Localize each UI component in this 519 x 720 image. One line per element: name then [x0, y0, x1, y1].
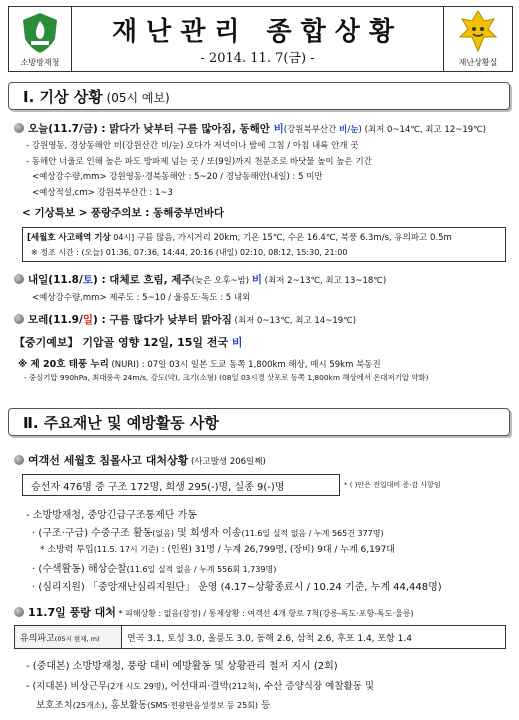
force-label: * 소방력 투입	[40, 545, 94, 555]
publicity-count: (SMS·전광판음성정보 등 25회)	[147, 701, 259, 710]
left-logo	[9, 7, 72, 71]
tomorrow-label: 내일(11.8/	[28, 274, 83, 286]
fishfarm-check: , 수산 증양식장 예찰활동 및	[258, 681, 375, 692]
sewol-head: [세월호 사고해역 기상	[27, 233, 111, 243]
tomorrow-forecast	[14, 272, 386, 287]
midterm-label: 【중기예보】	[14, 336, 79, 349]
etc-label: 등	[258, 700, 271, 711]
warning-text: 풍랑주의보 : 동해중부먼바다	[90, 207, 225, 219]
today-label: 오늘(11.7/금) :	[28, 123, 110, 135]
wave-height-label: 유의파고	[20, 634, 55, 644]
dayafter-day: 일	[82, 314, 93, 326]
midterm-forecast	[14, 334, 243, 350]
section-title: 기상 상황	[39, 88, 103, 106]
sewol-time: 04시]	[110, 233, 135, 242]
boat-evac: , 어선대피·결박	[164, 681, 229, 692]
report-date: - 2014. 11. 7(금) -	[200, 51, 315, 66]
wave-line-3	[36, 697, 270, 711]
section-disaster-header	[8, 408, 510, 436]
boat-count: (212척)	[228, 682, 259, 691]
today-paren: (강원북부산간	[283, 125, 340, 135]
force-total: : (인원) 31명 / 누계 26,799명, (장비) 9대 / 누계 6,197대	[158, 545, 396, 555]
dayafter-temp: (최저 0~13℃, 최고 14~19℃)	[231, 316, 357, 326]
casualty-text: 승선자 476명 중 구조 172명, 희생 295(-)명, 실종 9(-)명	[31, 482, 285, 493]
mascot-icon	[444, 7, 512, 57]
local-hq-staff: (2개 시도 29명)	[107, 682, 165, 691]
sewol-line-3	[40, 542, 395, 555]
sewol-line-5: · (심리지원) 「중앙재난심리지원단」 운영 (4.17~상황종료시 / 10.24 기준, 누계 44,448명)	[32, 582, 442, 593]
dayafter-summary: 구름 많다가 낮부터 맑아짐	[109, 314, 232, 326]
wave-head: 11.7일 풍랑 대처	[28, 606, 116, 619]
wave-line-2	[26, 678, 374, 692]
wave-height-label-sub: (05시 현재, m)	[54, 635, 100, 643]
rescue-label: · (구조·구급) 수중구조 활동	[32, 528, 153, 539]
bullet-icon	[14, 123, 24, 133]
casualty-note: * ( )안은 전일대비 증·감 사항임	[344, 481, 441, 489]
today-summary: 맑다가 낮부터 구름 많아짐, 동해안	[109, 123, 274, 135]
bullet-icon	[14, 607, 24, 617]
search-label: · (수색활동) 해상순찰	[32, 564, 127, 575]
typhoon-info	[18, 356, 381, 370]
typhoon-text: (NURI) : 07일 03시 일본 도쿄 동쪽 1,800km 해상, 매시 59km 북동진	[108, 360, 381, 370]
report-header	[8, 6, 513, 72]
wave-response	[14, 604, 414, 620]
dayafter-label-2: ) :	[92, 314, 110, 326]
tomorrow-day: 토	[82, 274, 93, 286]
weather-warning	[22, 205, 224, 220]
bullet-icon	[14, 455, 24, 465]
wave-line-1: - (중대본) 소방방재청, 풍랑 대비 예방활동 및 상황관리 철저 지시 (2회)	[26, 661, 338, 672]
sewol-status-sub: (사고발생 206일째)	[188, 457, 266, 467]
rescue-total: (11.6일 실적 없음 / 누계 565건 377명)	[241, 529, 384, 538]
section-subtitle: (05시 예보)	[102, 91, 170, 105]
midterm-text: 기압골 영향 12일, 15일 전국	[78, 336, 232, 349]
publicity-label: , 홍보활동	[104, 700, 148, 711]
protect-label: 보호조치	[36, 700, 73, 711]
section-number: Ⅱ.	[23, 414, 44, 432]
right-logo	[443, 7, 512, 71]
today-rain: 비	[273, 123, 284, 135]
sewol-status-head: 여객선 세월호 침몰사고 대처상황	[28, 454, 189, 467]
bullet-icon	[14, 274, 24, 284]
typhoon-head: ※ 제 20호 태풍 누리	[18, 359, 109, 370]
sewol-text: 구름 많음, 가시거리 20km, 기온 15℃, 수온 16.4℃, 북풍 6.3m/s, 유의파고 0.5m	[134, 233, 452, 243]
today-rainsnow: 비/눈	[339, 125, 359, 135]
wave-height-values: 연곡 3.1, 토성 3.0, 울릉도 3.0, 동해 2.6, 삼척 2.6, 후포 1.4, 포항 1.4	[127, 634, 412, 644]
search-total: (11.6일 실적 없음 / 누계 556회 1,739명)	[126, 565, 277, 574]
sewol-weather-box	[22, 227, 506, 262]
section-title: 주요재난 및 예방활동 사항	[43, 414, 219, 432]
tomorrow-rain: 비	[251, 274, 262, 286]
page-title: 재난관리 종합상황	[112, 17, 403, 47]
rescue-transfer: 및 희생자 이송	[174, 528, 242, 539]
protect-count: (25개소)	[72, 701, 105, 710]
today-line-1: - 강원영동, 경상동해안 비(강원산간 비/눈) 오다가 저녁이나 밤에 그침 / 아침 내륙 안개 곳	[26, 141, 359, 151]
midterm-rain: 비	[231, 336, 243, 349]
tomorrow-temp: (최저 2~13℃, 최고 13~18℃)	[261, 276, 387, 286]
rescue-none: (없음)	[152, 529, 174, 538]
right-org-label: 재난상황실	[458, 58, 498, 67]
section-number: Ⅰ.	[23, 88, 40, 106]
today-temp: ) (최저 0~14℃, 최고 12~19℃)	[358, 125, 487, 135]
section-weather-header	[8, 82, 510, 110]
dayafter-forecast	[14, 312, 356, 327]
today-line-2: - 동해안 너울로 인해 높은 파도 방파제 넘는 곳 / 또(9일)까지 천문조로 바닷물 높이 높은 기간	[26, 157, 372, 167]
wave-sub: * 피해상황 : 없음(잠정) / 통제상황 : 여객선 4개 항로 7척(강릉-독도·포항-독도·울릉)	[115, 609, 414, 618]
tomorrow-line-1: <예상강수량,mm> 제주도 : 5~10 / 울릉도·독도 : 5 내외	[32, 293, 251, 303]
dayafter-label: 모레(11.9/	[28, 314, 83, 326]
tomorrow-summary: 대체로 흐림, 제주	[109, 274, 192, 286]
left-org-label: 소방방재청	[20, 58, 60, 67]
today-line-3: <예상강수량,mm> 강원영동·경북동해안 : 5~20 / 경남동해안(내일) : 5 미만	[32, 172, 323, 182]
tomorrow-label-2: ) :	[92, 274, 110, 286]
today-forecast	[14, 121, 486, 136]
bullet-icon	[14, 314, 24, 324]
sewol-line-4	[32, 560, 276, 575]
warning-label: < 기상특보 >	[22, 207, 88, 219]
fire-agency-emblem-icon	[9, 7, 71, 57]
wave-height-table	[14, 625, 506, 649]
sewol-tide: ※ 정조 시간 : (오늘) 01:36, 07:36, 14:44, 20:16 (내일) 02:10, 08:12, 15:30, 21:00	[31, 248, 348, 257]
typhoon-line-1: - 중심기압 990hPa, 최대풍속 24m/s, 강도(약), 크기(소형) (08일 03시경 삿포로 동쪽 1,800km 해상에서 온대저기압 약화)	[24, 373, 429, 382]
tomorrow-paren: (늦은 오후~밤)	[191, 276, 252, 286]
local-hq-label: - (지대본) 비상근무	[26, 681, 108, 692]
sewol-line-2	[32, 524, 384, 539]
casualty-box	[22, 474, 340, 496]
sewol-status	[14, 452, 266, 468]
force-date: (11.5. 17시 기준)	[93, 545, 159, 554]
today-line-4: <예상적설,cm> 강원북부산간 : 1~3	[32, 188, 173, 198]
wave-height-label-cell	[15, 626, 122, 648]
sewol-line-1: - 소방방재청, 중앙긴급구조통제단 가동	[26, 510, 197, 521]
